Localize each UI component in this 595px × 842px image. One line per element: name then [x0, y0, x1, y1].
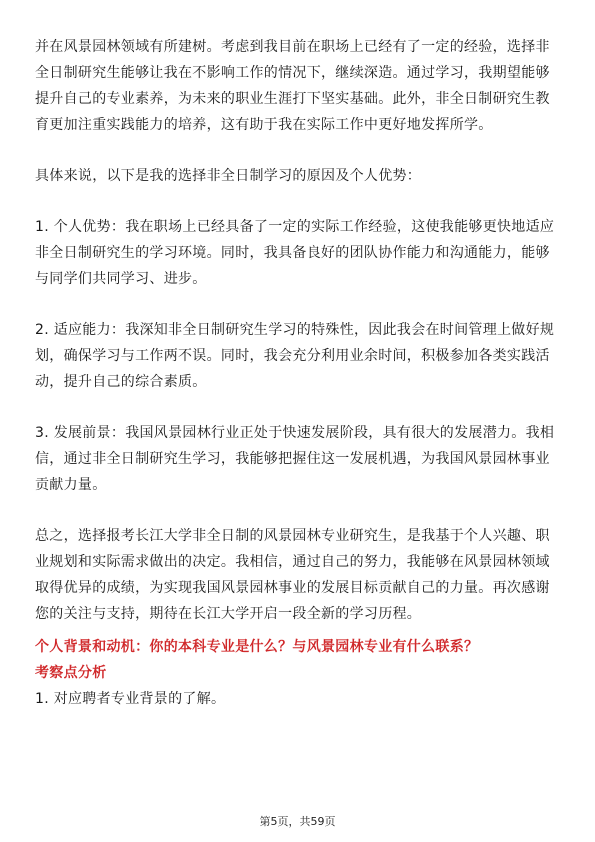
- paragraph-motivation-continued: 并在风景园林领域有所建树。考虑到我目前在职场上已经有了一定的经验，选择非 全日制研究生能够让我在不影响工作的情况下，继续深造。通过学习，我期望能够 提升自己的专业素养，为未来的职业生涯打下坚实基础。此外，非全日制研究生教 育更加注重实践能力的培养，这有助于我在实际工作中更好地发挥所学。: [35, 39, 550, 133]
- analysis-item: 1. 对应聘者专业背景的了解。: [35, 691, 226, 707]
- paragraph-point-3: 3. 发展前景：我国风景园林行业正处于快速发展阶段，具有很大的发展潜力。我相 信，通过非全日制研究生学习，我能够把握住这一发展机遇，为我国风景园林事业 贡献力量。: [35, 425, 555, 493]
- question-heading: 个人背景和动机：你的本科专业是什么？与风景园林专业有什么联系？: [35, 639, 479, 655]
- document-body: [35, 34, 561, 710]
- paragraph-conclusion: 总之，选择报考长江大学非全日制的风景园林专业研究生，是我基于个人兴趣、职 业规划和实际需求做出的决定。我相信，通过自己的努力，我能够在风景园林领域 取得优异的成绩，为实现我国风景园林事业的发展目标贡献自己的力量。再次感谢 您的关注与支持，期待在长江大学开启一段全新的学习历程。: [35, 528, 550, 622]
- page-number: 第5页，共59页: [259, 815, 336, 828]
- analysis-heading: 考察点分析: [35, 665, 107, 681]
- paragraph-point-2: 2. 适应能力：我深知非全日制研究生学习的特殊性，因此我会在时间管理上做好规 划，确保学习与工作两不误。同时，我会充分利用业余时间，积极参加各类实践活 动，提升自己的综合素质。: [35, 322, 555, 390]
- paragraph-reasons-intro: 具体来说，以下是我的选择非全日制学习的原因及个人优势：: [35, 168, 422, 184]
- paragraph-point-1: 1. 个人优势：我在职场上已经具备了一定的实际工作经验，这使我能够更快地适应 非全日制研究生的学习环境。同时，我具备良好的团队协作能力和沟通能力，能够 与同学们共同学习、进步。: [35, 219, 555, 287]
